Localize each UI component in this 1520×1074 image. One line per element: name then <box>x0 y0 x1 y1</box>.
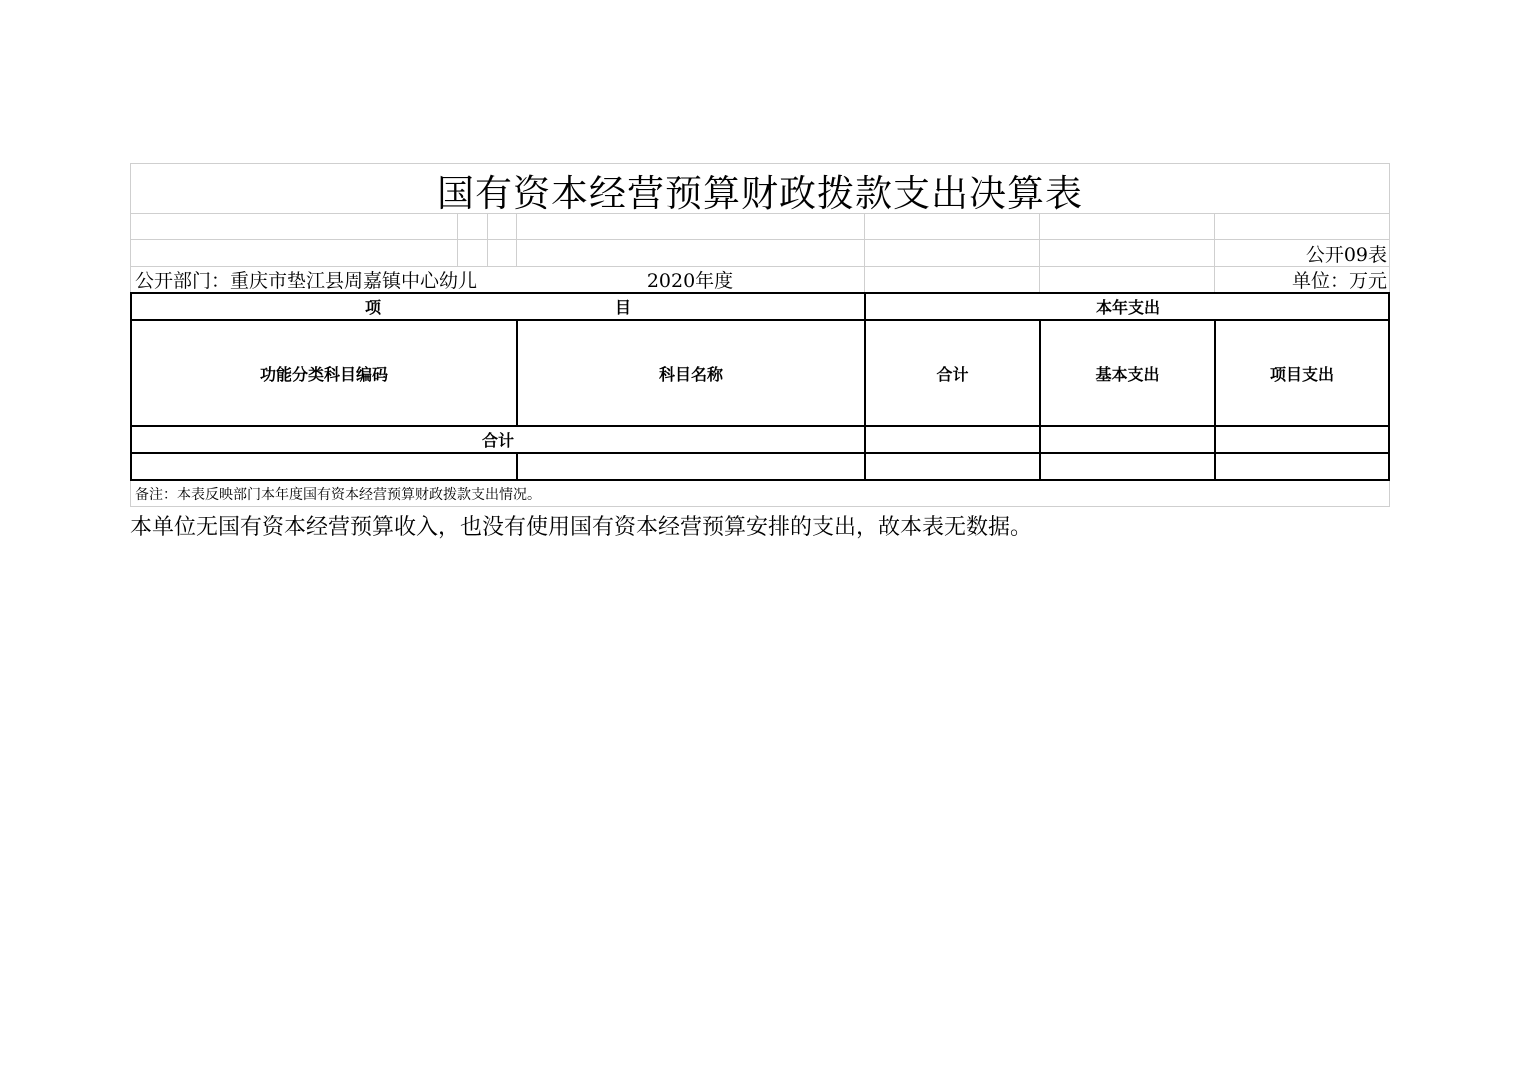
total-row-total <box>866 427 1039 452</box>
table-row-project <box>1216 454 1388 479</box>
table-border <box>1388 292 1390 481</box>
total-row-label: 合计 <box>481 431 514 450</box>
grid-line <box>864 213 865 293</box>
column-header-project: 项目支出 <box>1269 364 1334 384</box>
header-item-left: 项 <box>364 298 381 317</box>
grid-line <box>487 213 488 266</box>
column-header-code: 功能分类科目编码 <box>259 364 388 384</box>
grid-line <box>516 213 517 266</box>
form-code: 公开09表 <box>1305 243 1387 266</box>
header-expense-group: 本年支出 <box>1095 298 1160 317</box>
unit-label: 单位：万元 <box>1291 270 1387 292</box>
budget-table-sheet <box>130 163 1390 507</box>
table-note: 备注：本表反映部门本年度国有资本经营预算财政拨款支出情况。 <box>135 486 541 503</box>
table-row-code <box>132 454 516 479</box>
column-header-name: 科目名称 <box>658 364 723 384</box>
column-header-basic: 基本支出 <box>1095 364 1160 384</box>
header-item-right: 目 <box>614 298 631 317</box>
table-row-basic <box>1041 454 1214 479</box>
grid-line <box>130 506 1390 507</box>
department-label: 公开部门：重庆市垫江县周嘉镇中心幼儿 <box>135 270 478 292</box>
page-title: 国有资本经营预算财政拨款支出决算表 <box>437 172 1083 215</box>
no-data-statement: 本单位无国有资本经营预算收入，也没有使用国有资本经营预算安排的支出，故本表无数据。 <box>130 515 1033 540</box>
grid-line <box>1039 213 1040 293</box>
fiscal-year: 2020年度 <box>646 270 734 292</box>
total-row-basic <box>1041 427 1214 452</box>
column-header-total: 合计 <box>936 364 969 384</box>
total-row-project <box>1216 427 1388 452</box>
table-row-name <box>518 454 864 479</box>
grid-line <box>130 163 1390 164</box>
grid-line <box>130 239 1390 240</box>
table-row-total <box>866 454 1039 479</box>
grid-line <box>457 213 458 266</box>
